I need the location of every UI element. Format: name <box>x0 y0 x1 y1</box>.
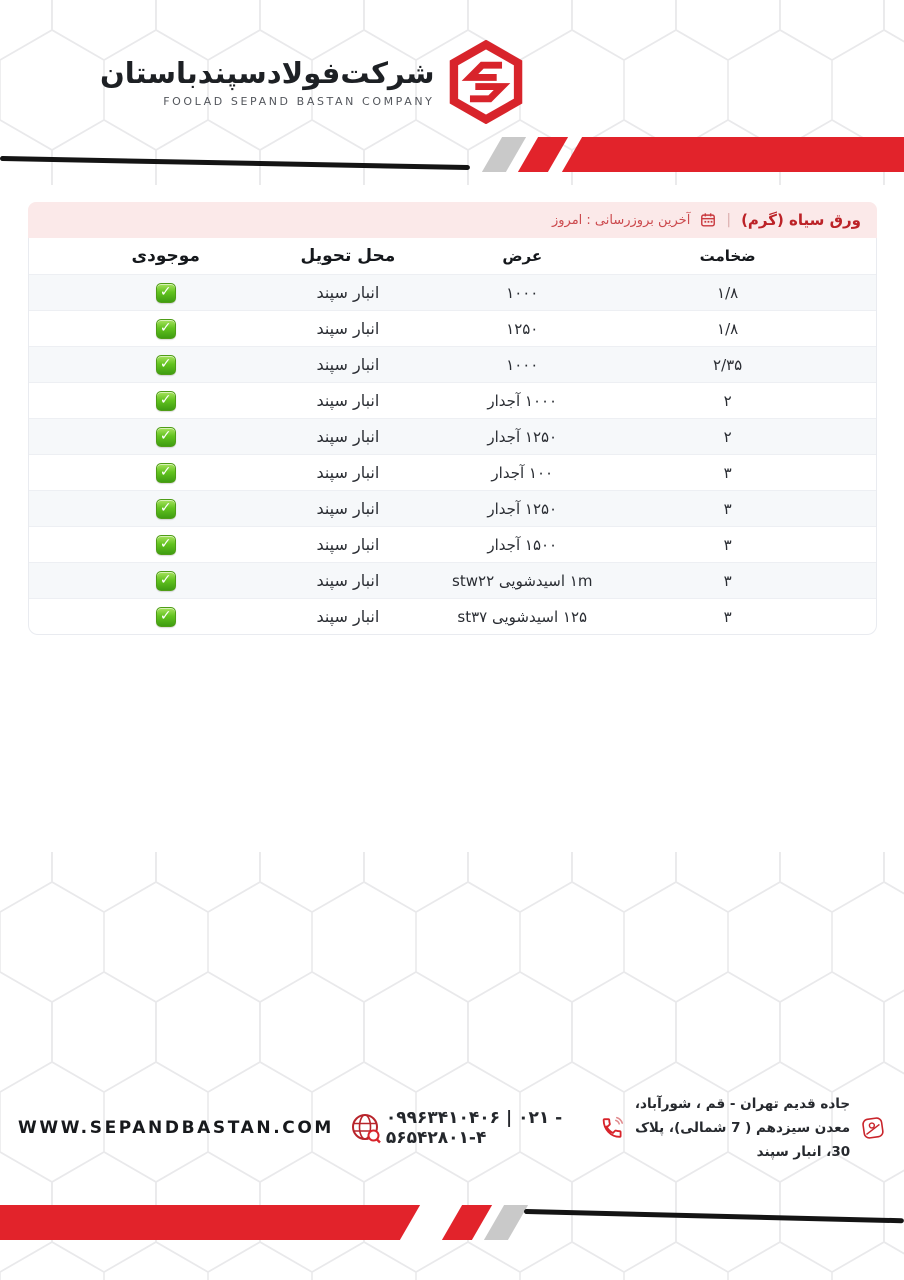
width-cell: ۱۲۵۰ آجدار <box>487 427 558 446</box>
thickness-cell: ۳ <box>723 463 732 482</box>
stock-cell <box>65 463 267 483</box>
company-name-en: FOOLAD SEPAND BASTAN COMPANY <box>163 95 435 109</box>
bottom-red-band <box>0 1205 420 1240</box>
availability-check-icon: ✓ <box>156 607 176 627</box>
width-cell: ۱۰۰۰ آجدار <box>487 391 558 410</box>
availability-check-icon: ✓ <box>156 319 176 339</box>
address-line-2: معدن سیزدهم ( 7 شمالی)، پلاک 30، انبار سپند <box>635 1119 851 1161</box>
availability-check-icon: ✓ <box>156 283 176 303</box>
column-header-delivery: محل تحویل <box>300 246 396 266</box>
width-cell: ۱m اسیدشویی stw۲۲ <box>452 571 593 590</box>
width-cell: ۱۲۵ اسیدشویی st۳۷ <box>457 607 588 626</box>
availability-check-icon: ✓ <box>156 463 176 483</box>
column-header-thickness: ضخامت <box>699 247 756 265</box>
width-cell: ۱۵۰۰ آجدار <box>487 535 558 554</box>
company-logo-icon <box>447 40 525 124</box>
delivery-cell: انبار سپند <box>316 355 380 374</box>
width-cell: ۱۲۵۰ آجدار <box>487 499 558 518</box>
website-link[interactable]: WWW.SEPANDBASTAN.COM <box>18 1118 334 1138</box>
stock-cell <box>65 319 267 339</box>
stock-cell <box>65 427 267 447</box>
table-row <box>29 490 876 526</box>
table-row <box>29 562 876 598</box>
availability-check-icon: ✓ <box>156 427 176 447</box>
address-line-1: جاده قدیم تهران - قم ، شورآباد، <box>634 1095 851 1112</box>
table-header-row <box>29 238 876 274</box>
delivery-cell: انبار سپند <box>316 391 380 410</box>
availability-check-icon: ✓ <box>156 535 176 555</box>
brand-header <box>100 40 525 124</box>
table-row <box>29 310 876 346</box>
thickness-cell: ۲ <box>723 391 732 410</box>
delivery-cell: انبار سپند <box>316 319 380 338</box>
thickness-cell: ۲/۳۵ <box>713 355 743 374</box>
delivery-cell: انبار سپند <box>316 607 380 626</box>
globe-search-icon <box>346 1108 386 1148</box>
table-row <box>29 526 876 562</box>
footer <box>0 1096 904 1160</box>
delivery-cell: انبار سپند <box>316 535 380 554</box>
table-row <box>29 346 876 382</box>
thickness-cell: ۳ <box>723 571 732 590</box>
thickness-cell: ۳ <box>723 535 732 554</box>
stock-cell <box>65 391 267 411</box>
table-row <box>29 418 876 454</box>
delivery-cell: انبار سپند <box>316 499 380 518</box>
company-name-fa: شرکت‌فولادسپندباستان <box>100 55 435 90</box>
sheet-title-bar <box>28 202 877 238</box>
website-group <box>18 1108 386 1148</box>
stock-cell <box>65 571 267 591</box>
delivery-cell: انبار سپند <box>316 427 380 446</box>
thickness-cell: ۲ <box>723 427 732 446</box>
delivery-cell: انبار سپند <box>316 463 380 482</box>
delivery-cell: انبار سپند <box>316 571 380 590</box>
thickness-cell: ۳ <box>723 499 732 518</box>
stock-cell <box>65 607 267 627</box>
column-header-width: عرض <box>502 247 543 265</box>
thickness-cell: ۱/۸ <box>717 283 739 302</box>
calendar-icon <box>700 212 716 228</box>
availability-check-icon: ✓ <box>156 499 176 519</box>
thickness-cell: ۳ <box>723 607 732 626</box>
stock-cell <box>65 355 267 375</box>
stock-table <box>28 238 877 635</box>
phone-group <box>386 1108 625 1148</box>
phone-numbers[interactable]: ۰۹۹۶۳۴۱۰۴۰۶ | ۰۲۱ - ۵۶۵۴۲۸۰۱-۴ <box>385 1108 563 1148</box>
sheet-title: ورق سیاه (گرم) <box>741 211 861 229</box>
width-cell: ۱۰۰۰ <box>506 355 539 374</box>
thickness-cell: ۱/۸ <box>717 319 739 338</box>
delivery-cell: انبار سپند <box>316 283 380 302</box>
title-divider: | <box>726 212 732 228</box>
width-cell: ۱۰۰۰ <box>506 283 539 302</box>
phone-icon <box>600 1111 624 1145</box>
table-row <box>29 382 876 418</box>
table-body <box>29 274 876 634</box>
price-sheet <box>28 202 877 635</box>
column-header-stock: موجودی <box>131 246 200 266</box>
availability-check-icon: ✓ <box>156 571 176 591</box>
availability-check-icon: ✓ <box>156 355 176 375</box>
last-update-label: آخرین بروزرسانی : امروز <box>551 212 691 228</box>
map-location-icon <box>860 1110 886 1146</box>
stock-cell <box>65 535 267 555</box>
stock-cell <box>65 283 267 303</box>
table-row <box>29 598 876 634</box>
availability-check-icon: ✓ <box>156 391 176 411</box>
address-group <box>625 1092 886 1165</box>
top-red-band <box>562 137 904 172</box>
table-row <box>29 274 876 310</box>
table-row <box>29 454 876 490</box>
width-cell: ۱۲۵۰ <box>506 319 539 338</box>
stock-cell <box>65 499 267 519</box>
width-cell: ۱۰۰ آجدار <box>491 463 554 482</box>
